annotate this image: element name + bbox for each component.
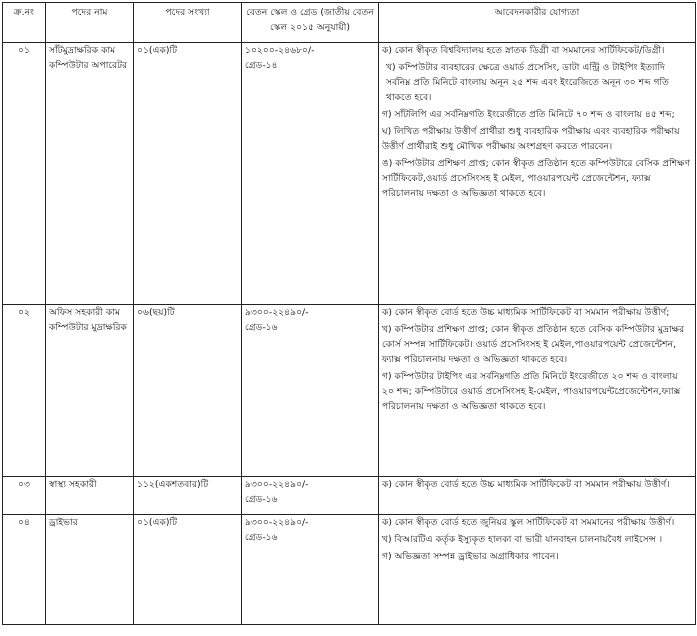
qualification-item: খ) বিআরটিএ কর্তৃক ইস্যুকৃত হালকা বা ভারী যানবাহন চালনায়বৈধ লাইসেন্স । (382, 534, 663, 545)
grade-value: গ্রেড-১৪ (245, 60, 278, 71)
pay-scale-value: ৯৩০০-২২৪৯০/- (245, 307, 309, 318)
pay-scale-cell (242, 305, 379, 477)
qualification-item: ঙ) কম্পিউটার প্রশিক্ষণ প্রাপ্ত; কোন স্বীকৃত প্রতিষ্ঠান হতে কম্পিউটারে বেসিক প্রশিক্ষণ সার্টিফিকেট,ওয়ার্ড প্রসেসিংসহ ই মেইল, পাওয়ারপয়েন্ট প্রেজেন্টেশন, ফ্যাক্স পরিচালনায় দক্ষতা ও অভিজ্ঞতা থাকতে হবে। (382, 158, 691, 199)
grade-value: গ্রেড-১৬ (245, 322, 278, 333)
post-count-cell: ১১২(একশতবার)টি (134, 477, 242, 515)
table-row (3, 477, 696, 515)
pay-scale-value: ১০২০০-২৪৬৮০/- (245, 45, 315, 56)
grade-value: গ্রেড-১৬ (245, 532, 278, 543)
qualification-cell (379, 43, 696, 305)
qualification-item: গ) অভিজ্ঞতা সম্পন্ন ড্রাইভার অগ্রাধিকার পাবেন। (382, 551, 559, 562)
qualification-cell (379, 305, 696, 477)
grade-value: গ্রেড-১৬ (245, 494, 278, 505)
pay-scale-cell (242, 477, 379, 515)
pay-scale-cell (242, 515, 379, 625)
post-name-cell: স্বাস্থ্য সহকারী (46, 477, 134, 515)
pay-scale-value: ৯৩০০-২২৪৯০/- (245, 517, 309, 528)
qualification-item: খ) কম্পিউটার প্রশিক্ষণ প্রাপ্ত; কোন স্বীকৃত প্রতিষ্ঠান হতে বেসিক কম্পিউটার মুদ্রাক্ষর কোর্স সম্পন্ন সার্টিফিকেট। ওয়ার্ড প্রসেসিংসহ ই মেইল,পাওয়ারপয়েন্ট প্রেজেন্টেশন, ফ্যাক্স পরিচালনায় দক্ষতা ও অভিজ্ঞতা থাকতে হবে। (382, 324, 685, 365)
header-post-name: পদের নাম (46, 3, 134, 43)
pay-scale-cell (242, 43, 379, 305)
header-qualification: আবেদনকারীর যোগ্যতা (379, 3, 696, 43)
qualification-item: ক) কোন স্বীকৃত বোর্ড হতে জুনিয়র স্কুল সার্টিফিকেট বা সমমানের পরীক্ষায় উত্তীর্ণ। (382, 517, 675, 528)
qualification-item: ঘ) লিখিত পরীক্ষায় উত্তীর্ণ প্রার্থীরা শুধু ব্যবহারিক পরীক্ষায় এবং ব্যবহারিক পরীক্ষায় উত্তীর্ণ প্রার্থীরাই শুধু মৌখিক পরীক্ষায় অংশগ্রহণ করতে পারবেন। (382, 126, 680, 152)
header-serial: ক্র.নং (3, 3, 46, 43)
serial-cell: ০৪ (3, 515, 46, 625)
post-name-cell: অফিস সহকারী কাম কম্পিউটার মুদ্রাক্ষরিক (46, 305, 134, 477)
serial-cell: ০২ (3, 305, 46, 477)
qualification-item: ক) কোন স্বীকৃত বোর্ড হতে উচ্চ মাধ্যমিক সার্টিফিকেট বা সমমান পরীক্ষায় উত্তীর্ণ; (382, 307, 670, 318)
post-count-cell: ০১(এক)টি (134, 515, 242, 625)
pay-scale-value: ৯৩০০-২২৪৯০/- (245, 479, 309, 490)
serial-cell: ০১ (3, 43, 46, 305)
header-row (3, 3, 696, 43)
header-post-count: পদের সংখ্যা (134, 3, 242, 43)
recruitment-table (2, 2, 696, 625)
qualification-item: ক) কোন স্বীকৃত বিশ্ববিদ্যালয় হতে স্নাতক ডিগ্রী বা সমমানের সার্টিফিকেট/ডিগ্রী। (382, 45, 665, 56)
post-count-cell: ০১(এক)টি (134, 43, 242, 305)
serial-cell: ০৩ (3, 477, 46, 515)
post-count-cell: ০৬(ছয়)টি (134, 305, 242, 477)
qualification-cell (379, 515, 696, 625)
table-row (3, 515, 696, 625)
table-row (3, 43, 696, 305)
qualification-item: ক) কোন স্বীকৃত বোর্ড হতে উচ্চ মাধ্যমিক সার্টিফিকেট বা সমমান পরীক্ষায় উত্তীর্ণ। (382, 479, 670, 490)
qualification-item: গ) সাঁটলিপি এর সর্বনিম্নগতি ইংরেজীতে প্রতি মিনিটে ৭০ শব্দ ও বাংলায় ৪৫ শব্দ; (382, 109, 675, 120)
qualification-item: খ) কম্পিউটার ব্যবহারের ক্ষেত্রে ওয়ার্ড প্রসেসিং, ডাটা এন্ট্রি ও টাইপিং ইত্যাদি সর্বনিম্ন প্রতি মিনিটে বাংলায় অনূন ২৫ শব্দ এবং ইংরেজিতে অনূন ৩০ শব্দ গতি থাকতে হবে। (386, 62, 670, 103)
qualification-cell (379, 477, 696, 515)
post-name-cell: ড্রাইভার (46, 515, 134, 625)
header-pay-scale: বেতন স্কেল ও গ্রেড (জাতীয় বেতন স্কেল ২০১৫ অনুযায়ী) (242, 3, 379, 43)
qualification-item: গ) কম্পিউটার টাইপিং এর সর্বনিম্নগতি প্রতি মিনিটে ইংরেজীতে ২০ শব্দ ও বাংলায় ২০ শব্দ; কম্পিউটারে ওয়ার্ড প্রসেসিংসহ ই-মেইল, পাওয়ারপয়েন্টপ্রেজেন্টেশন,ফ্যাক্স পরিচালনায় দক্ষতা ও অভিজ্ঞতা থাকতে হবে। (382, 371, 681, 412)
table-row (3, 305, 696, 477)
post-name-cell: সাঁটমুদ্রাক্ষরিক কাম কম্পিউটার অপারেটর (46, 43, 134, 305)
